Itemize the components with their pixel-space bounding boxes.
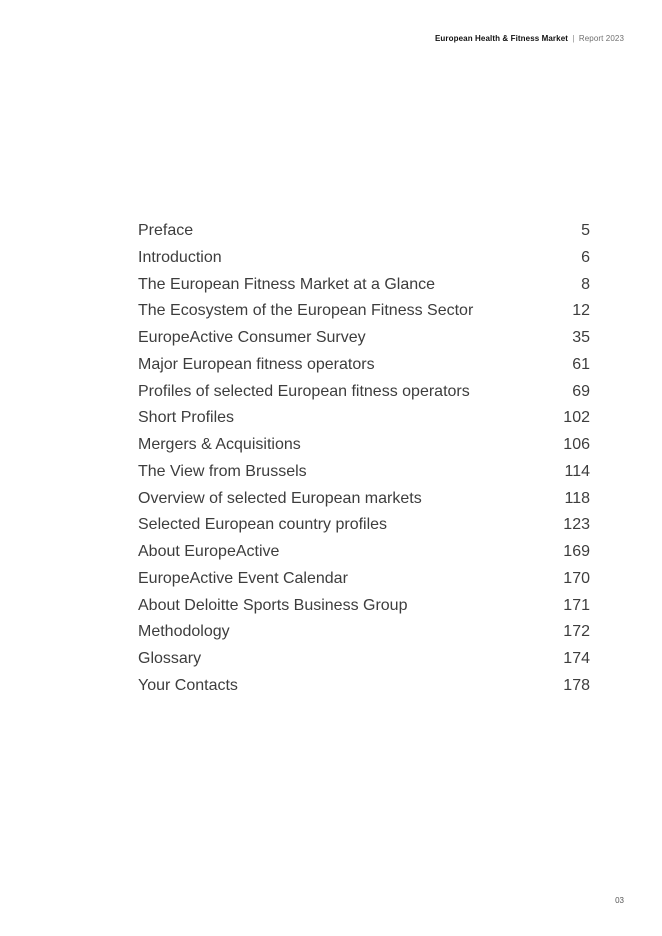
toc-entry-page: 102 [563, 409, 590, 427]
toc-entry-operator-profiles[interactable] [138, 379, 590, 406]
toc-entry-label: The European Fitness Market at a Glance [138, 275, 436, 293]
toc-entry-label: Major European fitness operators [138, 355, 375, 373]
toc-entry-market-at-a-glance[interactable] [138, 272, 590, 299]
toc-entry-label: Selected European country profiles [138, 516, 388, 534]
toc-entry-label: About Deloitte Sports Business Group [138, 596, 408, 614]
toc-entry-preface[interactable] [138, 218, 590, 245]
toc-entry-short-profiles[interactable] [138, 405, 590, 432]
toc-entry-mergers-acquisitions[interactable] [138, 432, 590, 459]
toc-entry-page: 118 [564, 489, 590, 507]
toc-entry-about-europeactive[interactable] [138, 539, 590, 566]
toc-entry-label: Introduction [138, 248, 222, 266]
toc-entry-page: 8 [581, 275, 590, 293]
header-separator: | [572, 34, 575, 43]
toc-entry-label: Preface [138, 222, 194, 239]
toc-entry-label: Short Profiles [138, 409, 235, 427]
toc-entry-introduction[interactable] [138, 245, 590, 272]
toc-entry-about-deloitte[interactable] [138, 593, 590, 620]
toc-entry-label: The View from Brussels [138, 462, 307, 480]
toc-entry-page: 169 [563, 543, 590, 560]
toc-entry-page: 114 [564, 462, 590, 480]
toc-entry-page: 6 [581, 248, 590, 266]
toc-entry-label: The Ecosystem of the European Fitness Sector [138, 302, 474, 320]
toc-entry-ecosystem[interactable] [138, 298, 590, 325]
toc-entry-page: 12 [572, 302, 590, 320]
toc-entry-your-contacts[interactable] [138, 673, 590, 700]
toc-entry-page: 61 [572, 355, 590, 373]
toc-entry-event-calendar[interactable] [138, 566, 590, 593]
page-number: 03 [615, 896, 624, 905]
toc-entry-page: 170 [563, 569, 590, 587]
toc-entry-view-from-brussels[interactable] [138, 459, 590, 486]
toc-entry-glossary[interactable] [138, 646, 590, 673]
table-of-contents [138, 218, 590, 700]
toc-entry-page: 69 [572, 382, 590, 400]
toc-entry-page: 174 [563, 650, 590, 667]
toc-entry-markets-overview[interactable] [138, 486, 590, 513]
report-title: European Health & Fitness Market [435, 34, 569, 43]
toc-entry-country-profiles[interactable] [138, 512, 590, 539]
toc-entry-major-operators[interactable] [138, 352, 590, 379]
toc-entry-label: Your Contacts [138, 676, 238, 694]
toc-entry-page: 171 [563, 596, 590, 614]
toc-entry-page: 106 [563, 436, 590, 453]
toc-entry-page: 123 [563, 516, 590, 534]
toc-entry-page: 35 [572, 329, 590, 346]
report-edition: Report 2023 [578, 34, 624, 43]
toc-entry-label: Methodology [138, 623, 230, 641]
toc-entry-label: Mergers & Acquisitions [138, 436, 301, 453]
toc-entry-page: 178 [563, 676, 590, 694]
toc-entry-label: Glossary [138, 650, 202, 667]
toc-entry-label: EuropeActive Consumer Survey [138, 329, 366, 346]
toc-entry-consumer-survey[interactable] [138, 325, 590, 352]
toc-entry-page: 5 [581, 222, 590, 239]
toc-entry-label: Overview of selected European markets [138, 489, 422, 507]
running-header [435, 34, 624, 43]
toc-entry-methodology[interactable] [138, 619, 590, 646]
toc-entry-label: EuropeActive Event Calendar [138, 569, 348, 587]
toc-entry-page: 172 [563, 623, 590, 641]
toc-entry-label: Profiles of selected European fitness operators [138, 382, 470, 400]
toc-entry-label: About EuropeActive [138, 543, 280, 560]
